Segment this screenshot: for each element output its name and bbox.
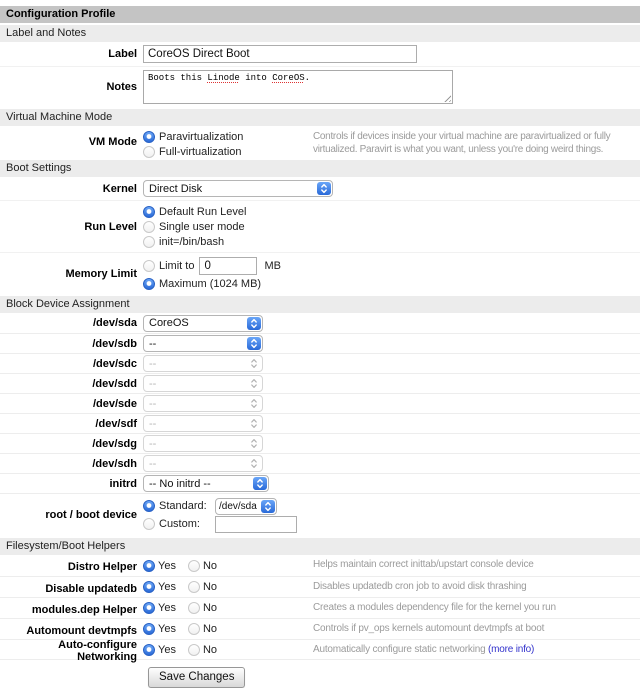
root-standard-select[interactable] xyxy=(215,498,277,515)
device-sde-value: -- xyxy=(149,397,157,410)
more-info-link[interactable]: (more info) xyxy=(488,644,535,655)
no-label: No xyxy=(202,559,218,572)
kernel-selected-value: Direct Disk xyxy=(149,182,203,195)
select-arrows-icon xyxy=(247,357,261,370)
device-sdd-select xyxy=(143,375,263,392)
select-arrows-icon xyxy=(247,377,261,390)
vm-mode-full-virtualization-radio[interactable] xyxy=(143,146,155,158)
label-field-label: Label xyxy=(108,48,137,60)
notes-row xyxy=(0,66,640,107)
no-label: No xyxy=(202,581,218,593)
device-sdb-select[interactable] xyxy=(143,335,263,352)
distro-helper-label: Distro Helper xyxy=(67,561,137,573)
no-label: No xyxy=(202,643,218,656)
notes-text-part: into xyxy=(239,73,273,83)
section-label-and-notes: Label and Notes xyxy=(0,25,640,42)
device-sdd-value: -- xyxy=(149,377,157,390)
device-row-sde xyxy=(0,393,640,413)
select-arrows-icon xyxy=(247,457,261,470)
auto-configure-networking-no-radio[interactable] xyxy=(188,644,200,656)
modules-dep-no-radio[interactable] xyxy=(188,602,200,614)
select-arrows-icon xyxy=(247,337,261,350)
help-text-part: Automatically configure static networking xyxy=(313,644,489,655)
auto-configure-networking-yes-radio[interactable] xyxy=(143,644,155,656)
device-sdg-value: -- xyxy=(149,437,157,450)
device-sdf-select xyxy=(143,415,263,432)
device-sdb-value: -- xyxy=(149,337,157,350)
helper-row-updatedb xyxy=(0,576,640,597)
root-boot-device-row xyxy=(0,493,640,536)
device-label: /dev/sda xyxy=(92,317,137,329)
memory-maximum-radio[interactable] xyxy=(143,278,155,290)
root-standard-label: Standard: xyxy=(159,500,207,512)
section-filesystem-boot-helpers: Filesystem/Boot Helpers xyxy=(0,538,640,555)
root-custom-label: Custom: xyxy=(159,518,200,530)
boot-settings-section xyxy=(0,177,640,294)
distro-helper-help-text: Helps maintain correct inittab/upstart console device xyxy=(313,559,534,570)
device-row-sdh xyxy=(0,453,640,473)
run-level-default-radio[interactable] xyxy=(143,206,155,218)
device-sda-value: CoreOS xyxy=(149,317,189,329)
select-arrows-icon xyxy=(253,477,267,490)
vm-mode-help-text: Controls if devices inside your virtual machine are paravirtualized or fully virtualized. Paravirt is what you want, unless you're doing weird things. xyxy=(313,131,611,155)
automount-devtmpfs-yes-radio[interactable] xyxy=(143,623,155,635)
vm-mode-row xyxy=(0,126,640,158)
device-row-sdf xyxy=(0,413,640,433)
section-virtual-machine-mode: Virtual Machine Mode xyxy=(0,109,640,126)
device-row-sdc xyxy=(0,353,640,373)
memory-limit-input[interactable] xyxy=(199,257,257,275)
root-standard-value: /dev/sda xyxy=(219,500,257,512)
run-level-default-label: Default Run Level xyxy=(159,205,247,218)
helper-row-networking xyxy=(0,639,640,663)
notes-text-part: Boots this xyxy=(148,73,208,83)
device-label: /dev/sdb xyxy=(92,337,137,350)
device-label: /dev/sdh xyxy=(92,457,137,470)
auto-configure-networking-label: Auto-configure Networking xyxy=(58,639,137,663)
select-arrows-icon xyxy=(247,437,261,450)
root-custom-input[interactable] xyxy=(215,516,297,533)
initrd-row xyxy=(0,473,640,493)
device-label: /dev/sde xyxy=(92,397,137,410)
notes-textarea[interactable] xyxy=(143,70,453,104)
label-notes-section xyxy=(0,42,640,107)
device-sde-select xyxy=(143,395,263,412)
kernel-select[interactable] xyxy=(143,180,333,197)
device-sdh-value: -- xyxy=(149,457,157,470)
select-arrows-icon xyxy=(261,500,275,513)
device-label: /dev/sdd xyxy=(92,377,137,390)
auto-configure-networking-help-text xyxy=(313,644,638,655)
device-sdf-value: -- xyxy=(149,417,157,430)
vm-mode-field-label: VM Mode xyxy=(88,136,137,148)
modules-dep-help-text: Creates a modules dependency file for the kernel you run xyxy=(313,602,556,613)
page-title: Configuration Profile xyxy=(0,6,640,23)
yes-label: Yes xyxy=(158,602,176,614)
device-row-sdb xyxy=(0,333,640,353)
memory-limit-row xyxy=(0,252,640,294)
run-level-single-user-label: Single user mode xyxy=(159,220,245,233)
memory-limit-to-label: Limit to xyxy=(159,260,195,272)
device-sdc-select xyxy=(143,355,263,372)
device-label: /dev/sdc xyxy=(92,357,137,370)
label-row xyxy=(0,42,640,66)
section-block-device-assignment: Block Device Assignment xyxy=(0,296,640,313)
automount-devtmpfs-no-radio[interactable] xyxy=(188,623,200,635)
helper-row-distro xyxy=(0,555,640,576)
kernel-field-label: Kernel xyxy=(102,183,137,195)
initrd-selected-value: -- No initrd -- xyxy=(149,477,211,490)
disable-updatedb-no-radio[interactable] xyxy=(188,581,200,593)
device-sda-select[interactable] xyxy=(143,315,263,332)
memory-limit-unit-label: MB xyxy=(264,260,281,272)
device-row-sdd xyxy=(0,373,640,393)
select-arrows-icon xyxy=(247,397,261,410)
memory-limit-to-radio[interactable] xyxy=(143,260,155,272)
device-sdg-select xyxy=(143,435,263,452)
root-standard-radio[interactable] xyxy=(143,500,155,512)
select-arrows-icon xyxy=(247,317,261,330)
run-level-init-bash-label: init=/bin/bash xyxy=(159,235,225,248)
section-boot-settings: Boot Settings xyxy=(0,160,640,177)
no-label: No xyxy=(202,602,218,614)
device-sdh-select xyxy=(143,455,263,472)
vm-mode-paravirtualization-radio[interactable] xyxy=(143,131,155,143)
no-label: No xyxy=(202,623,218,635)
yes-label: Yes xyxy=(158,643,176,656)
device-label: /dev/sdg xyxy=(92,437,137,450)
root-custom-radio[interactable] xyxy=(143,518,155,530)
distro-helper-yes-radio[interactable] xyxy=(143,560,155,572)
automount-devtmpfs-label: Automount devtmpfs xyxy=(26,624,137,637)
modules-dep-yes-radio[interactable] xyxy=(143,602,155,614)
device-label: /dev/sdf xyxy=(95,417,137,430)
kernel-row xyxy=(0,177,640,200)
memory-maximum-label: Maximum (1024 MB) xyxy=(159,277,262,290)
notes-field-label: Notes xyxy=(106,81,137,93)
yes-label: Yes xyxy=(158,581,176,593)
resize-handle-icon[interactable] xyxy=(442,93,451,102)
notes-text-part: . xyxy=(304,73,311,83)
yes-label: Yes xyxy=(158,623,176,635)
memory-limit-field-label: Memory Limit xyxy=(65,267,137,280)
notes-misspelled-word: Linode xyxy=(207,73,240,83)
helper-row-modules-dep xyxy=(0,597,640,618)
vm-mode-section xyxy=(0,126,640,158)
select-arrows-icon xyxy=(317,182,331,195)
root-boot-device-field-label: root / boot device xyxy=(45,509,137,521)
device-sdc-value: -- xyxy=(149,357,157,370)
vm-mode-paravirtualization-label: Paravirtualization xyxy=(159,130,244,143)
run-level-field-label: Run Level xyxy=(84,220,137,233)
yes-label: Yes xyxy=(158,559,176,572)
block-devices-section xyxy=(0,313,640,536)
save-changes-button[interactable]: Save Changes xyxy=(148,667,245,688)
label-input[interactable] xyxy=(143,45,417,63)
run-level-single-user-radio[interactable] xyxy=(143,221,155,233)
initrd-field-label: initrd xyxy=(109,477,137,490)
disable-updatedb-yes-radio[interactable] xyxy=(143,581,155,593)
helpers-section xyxy=(0,555,640,663)
save-bar xyxy=(148,667,640,688)
run-level-init-bash-radio[interactable] xyxy=(143,236,155,248)
disable-updatedb-help-text: Disables updatedb cron job to avoid disk thrashing xyxy=(313,581,527,592)
vm-mode-full-virtualization-label: Full-virtualization xyxy=(159,145,242,158)
initrd-select[interactable] xyxy=(143,475,269,492)
distro-helper-no-radio[interactable] xyxy=(188,560,200,572)
device-row-sdg xyxy=(0,433,640,453)
disable-updatedb-label: Disable updatedb xyxy=(45,582,137,595)
run-level-row xyxy=(0,200,640,252)
notes-misspelled-word: CoreOS xyxy=(272,73,305,83)
device-row-sda xyxy=(0,313,640,333)
modules-dep-helper-label: modules.dep Helper xyxy=(31,603,137,616)
automount-devtmpfs-help-text: Controls if pv_ops kernels automount devtmpfs at boot xyxy=(313,623,545,634)
select-arrows-icon xyxy=(247,417,261,430)
